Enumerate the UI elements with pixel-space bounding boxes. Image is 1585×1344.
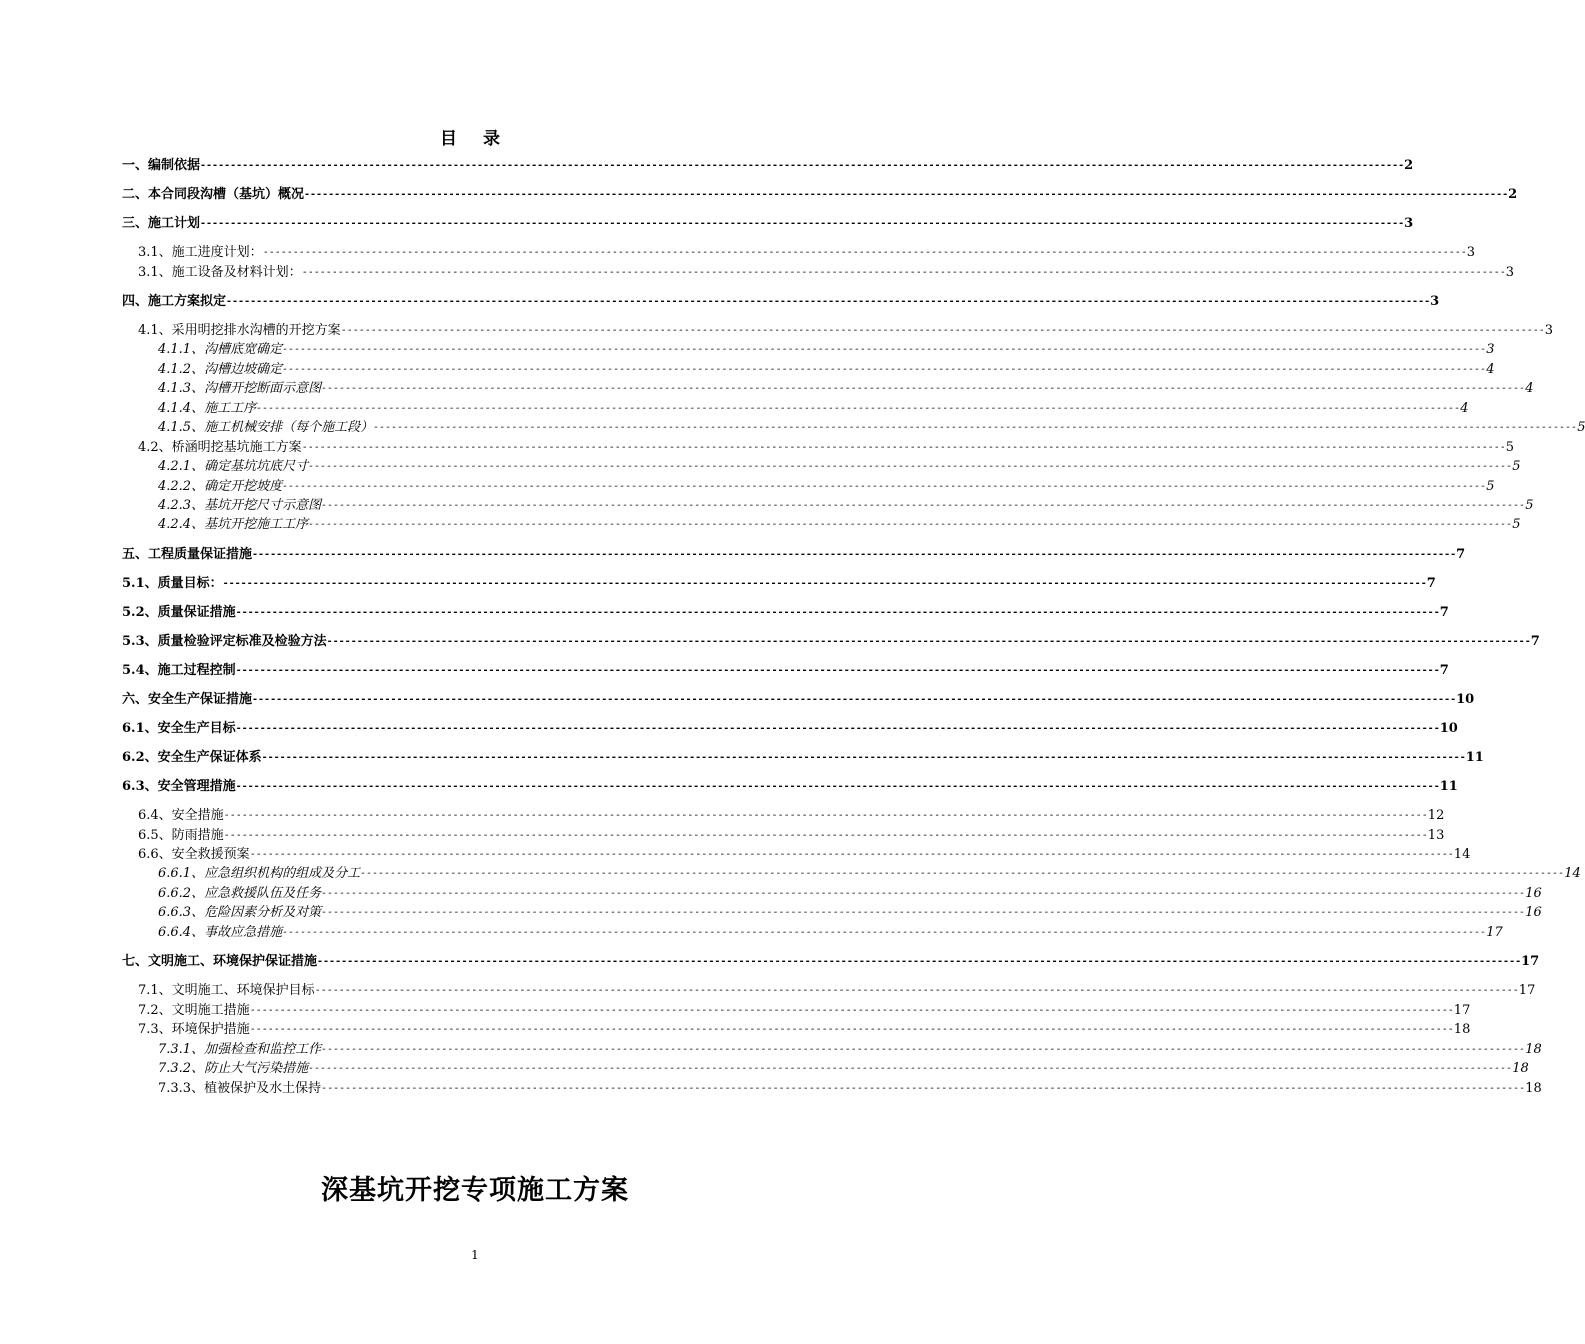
- leader-dots: --------------------------------------------------------------------------------------------------------------------------------------------------------------------------------------------------------: [249, 849, 1454, 860]
- toc-entry-page: 10: [1456, 692, 1475, 707]
- leader-dots: --------------------------------------------------------------------------------------------------------------------------------------------------------------------------------------------------------: [235, 723, 1440, 734]
- toc-entry-label: 7.3.2、防止大气污染措施: [158, 1061, 309, 1076]
- toc-entry[interactable]: [122, 749, 1484, 767]
- leader-dots: --------------------------------------------------------------------------------------------------------------------------------------------------------------------------------------------------------: [326, 636, 1531, 647]
- toc-entry-page: 2: [1404, 158, 1414, 173]
- toc-entry-label: 7.2、文明施工措施: [138, 1003, 250, 1018]
- toc-entry[interactable]: [122, 293, 1440, 311]
- toc-entry[interactable]: [138, 1021, 1471, 1039]
- leader-dots: --------------------------------------------------------------------------------------------------------------------------------------------------------------------------------------------------------: [262, 247, 1467, 258]
- leader-dots: --------------------------------------------------------------------------------------------------------------------------------------------------------------------------------------------------------: [282, 344, 1487, 355]
- leader-dots: --------------------------------------------------------------------------------------------------------------------------------------------------------------------------------------------------------: [317, 956, 1522, 967]
- toc-entry[interactable]: [158, 341, 1495, 359]
- toc-entry[interactable]: [158, 380, 1534, 398]
- leader-dots: --------------------------------------------------------------------------------------------------------------------------------------------------------------------------------------------------------: [340, 325, 1545, 336]
- toc-entry-label: 4.1、采用明挖排水沟槽的开挖方案: [138, 323, 341, 338]
- leader-dots: --------------------------------------------------------------------------------------------------------------------------------------------------------------------------------------------------------: [249, 1024, 1454, 1035]
- toc-entry-label: 六、安全生产保证措施: [122, 692, 253, 707]
- page-number: 1: [471, 1248, 479, 1262]
- toc-entry[interactable]: [158, 904, 1542, 922]
- leader-dots: --------------------------------------------------------------------------------------------------------------------------------------------------------------------------------------------------------: [223, 810, 1428, 821]
- toc-entry[interactable]: [138, 827, 1445, 845]
- leader-dots: --------------------------------------------------------------------------------------------------------------------------------------------------------------------------------------------------------: [249, 1005, 1454, 1016]
- toc-entry-label: 7.3、环境保护措施: [138, 1022, 250, 1037]
- toc-entry-label: 6.6、安全救援预案: [138, 847, 250, 862]
- toc-entry-label: 5.3、质量检验评定标准及检验方法: [122, 634, 327, 649]
- leader-dots: --------------------------------------------------------------------------------------------------------------------------------------------------------------------------------------------------------: [252, 694, 1457, 705]
- toc-entry-label: 7.3.3、植被保护及水土保持: [158, 1081, 322, 1096]
- toc-title: 目 录: [440, 129, 510, 149]
- toc-entry-page: 3: [1486, 342, 1495, 357]
- toc-entry[interactable]: [158, 1041, 1542, 1059]
- toc-entry-label: 6.3、安全管理措施: [122, 779, 236, 794]
- toc-entry[interactable]: [158, 400, 1469, 418]
- leader-dots: --------------------------------------------------------------------------------------------------------------------------------------------------------------------------------------------------------: [308, 461, 1513, 472]
- toc-entry-page: 5: [1512, 459, 1521, 474]
- toc-entry-page: 5: [1486, 479, 1495, 494]
- toc-entry[interactable]: [138, 982, 1536, 1000]
- toc-entry-page: 3: [1544, 323, 1554, 338]
- toc-entry[interactable]: [122, 215, 1414, 233]
- toc-entry-page: 5: [1512, 517, 1521, 532]
- toc-entry-page: 11: [1465, 750, 1484, 765]
- toc-entry-label: 4.1.4、施工工序: [158, 401, 257, 416]
- toc-entry[interactable]: [158, 361, 1495, 379]
- leader-dots: --------------------------------------------------------------------------------------------------------------------------------------------------------------------------------------------------------: [226, 296, 1431, 307]
- leader-dots: --------------------------------------------------------------------------------------------------------------------------------------------------------------------------------------------------------: [282, 927, 1487, 938]
- leader-dots: --------------------------------------------------------------------------------------------------------------------------------------------------------------------------------------------------------: [314, 985, 1519, 996]
- leader-dots: --------------------------------------------------------------------------------------------------------------------------------------------------------------------------------------------------------: [321, 1044, 1526, 1055]
- leader-dots: --------------------------------------------------------------------------------------------------------------------------------------------------------------------------------------------------------: [235, 607, 1440, 618]
- toc-entry-page: 16: [1525, 886, 1542, 901]
- toc-entry-page: 17: [1453, 1003, 1471, 1018]
- toc-entry[interactable]: [122, 953, 1540, 971]
- toc-entry[interactable]: [122, 778, 1458, 796]
- toc-entry[interactable]: [158, 1060, 1529, 1078]
- leader-dots: --------------------------------------------------------------------------------------------------------------------------------------------------------------------------------------------------------: [200, 160, 1405, 171]
- leader-dots: --------------------------------------------------------------------------------------------------------------------------------------------------------------------------------------------------------: [360, 868, 1565, 879]
- leader-dots: --------------------------------------------------------------------------------------------------------------------------------------------------------------------------------------------------------: [256, 403, 1461, 414]
- toc-entry[interactable]: [138, 322, 1554, 340]
- toc-entry[interactable]: [138, 264, 1515, 282]
- leader-dots: --------------------------------------------------------------------------------------------------------------------------------------------------------------------------------------------------------: [301, 267, 1506, 278]
- leader-dots: --------------------------------------------------------------------------------------------------------------------------------------------------------------------------------------------------------: [301, 442, 1506, 453]
- toc-entry[interactable]: [158, 924, 1503, 942]
- toc-entry[interactable]: [122, 546, 1466, 564]
- leader-dots: --------------------------------------------------------------------------------------------------------------------------------------------------------------------------------------------------------: [261, 752, 1466, 763]
- toc-entry[interactable]: [138, 846, 1471, 864]
- toc-entry[interactable]: [158, 1080, 1542, 1098]
- toc-entry-label: 5.1、质量目标：: [122, 576, 223, 591]
- toc-entry-label: 6.6.3、危险因素分析及对策: [158, 905, 322, 920]
- toc-entry[interactable]: [138, 1002, 1471, 1020]
- toc-entry-page: 10: [1439, 721, 1458, 736]
- toc-entry-label: 4.2.4、基坑开挖施工工序: [158, 517, 309, 532]
- toc-entry-label: 6.5、防雨措施: [138, 828, 224, 843]
- toc-entry-label: 4.2、桥涵明挖基坑施工方案: [138, 440, 302, 455]
- toc-entry[interactable]: [158, 419, 1585, 437]
- toc-entry-label: 6.6.4、事故应急措施: [158, 925, 283, 940]
- toc-entry[interactable]: [138, 439, 1515, 457]
- toc-entry[interactable]: [122, 720, 1458, 738]
- toc-entry-label: 6.1、安全生产目标: [122, 721, 236, 736]
- toc-entry-page: 17: [1518, 983, 1536, 998]
- toc-entry-page: 3: [1505, 265, 1515, 280]
- toc-entry[interactable]: [122, 662, 1449, 680]
- toc-entry-label: 4.2.2、确定开挖坡度: [158, 479, 283, 494]
- toc-entry-label: 二、本合同段沟槽（基坑）概况: [122, 187, 305, 202]
- toc-entry-page: 7: [1439, 605, 1449, 620]
- toc-entry[interactable]: [158, 885, 1542, 903]
- toc-entry-label: 6.2、安全生产保证体系: [122, 750, 262, 765]
- toc-entry-label: 一、编制依据: [122, 158, 201, 173]
- toc-entry-label: 3.1、施工进度计划：: [138, 245, 263, 260]
- toc-entry[interactable]: [122, 604, 1449, 622]
- toc-entry[interactable]: [158, 865, 1581, 883]
- toc-entry-label: 3.1、施工设备及材料计划：: [138, 265, 302, 280]
- toc-entry-label: 4.1.3、沟槽开挖断面示意图: [158, 381, 322, 396]
- toc-entry[interactable]: [122, 691, 1475, 709]
- toc-entry-page: 18: [1525, 1081, 1542, 1096]
- toc-entry-label: 6.6.2、应急救援队伍及任务: [158, 886, 322, 901]
- leader-dots: --------------------------------------------------------------------------------------------------------------------------------------------------------------------------------------------------------: [200, 218, 1405, 229]
- toc-entry-label: 4.2.1、确定基坑坑底尺寸: [158, 459, 309, 474]
- toc-entry[interactable]: [138, 807, 1445, 825]
- leader-dots: --------------------------------------------------------------------------------------------------------------------------------------------------------------------------------------------------------: [235, 665, 1440, 676]
- toc-entry-page: 5: [1525, 498, 1534, 513]
- leader-dots: --------------------------------------------------------------------------------------------------------------------------------------------------------------------------------------------------------: [282, 481, 1487, 492]
- leader-dots: --------------------------------------------------------------------------------------------------------------------------------------------------------------------------------------------------------: [223, 830, 1428, 841]
- toc-entry-page: 4: [1525, 381, 1534, 396]
- leader-dots: --------------------------------------------------------------------------------------------------------------------------------------------------------------------------------------------------------: [304, 189, 1509, 200]
- toc-entry-page: 4: [1486, 362, 1495, 377]
- toc-entry[interactable]: [138, 244, 1476, 262]
- toc-entry-label: 七、文明施工、环境保护保证措施: [122, 954, 318, 969]
- leader-dots: --------------------------------------------------------------------------------------------------------------------------------------------------------------------------------------------------------: [373, 422, 1578, 433]
- toc-entry[interactable]: [158, 516, 1521, 534]
- toc-entry-label: 五、工程质量保证措施: [122, 547, 253, 562]
- leader-dots: --------------------------------------------------------------------------------------------------------------------------------------------------------------------------------------------------------: [321, 888, 1526, 899]
- toc-entry-page: 18: [1525, 1042, 1542, 1057]
- toc-entry-label: 4.2.3、基坑开挖尺寸示意图: [158, 498, 322, 513]
- toc-entry-label: 三、施工计划: [122, 216, 201, 231]
- toc-entry-page: 17: [1486, 925, 1503, 940]
- toc-entry[interactable]: [122, 157, 1414, 175]
- leader-dots: --------------------------------------------------------------------------------------------------------------------------------------------------------------------------------------------------------: [321, 500, 1526, 511]
- toc-entry-page: 5: [1505, 440, 1515, 455]
- toc-entry-label: 6.4、安全措施: [138, 808, 224, 823]
- toc-entry-page: 3: [1466, 245, 1476, 260]
- toc-entry-page: 7: [1439, 663, 1449, 678]
- toc-entry-page: 18: [1453, 1022, 1471, 1037]
- toc-entry[interactable]: [158, 478, 1495, 496]
- toc-entry-page: 5: [1577, 420, 1585, 435]
- toc-entry-page: 7: [1530, 634, 1540, 649]
- toc-entry-page: 14: [1453, 847, 1471, 862]
- toc-entry-page: 2: [1508, 187, 1518, 202]
- toc-entry[interactable]: [122, 186, 1518, 204]
- toc-entry-label: 7.1、文明施工、环境保护目标: [138, 983, 315, 998]
- toc-entry-page: 14: [1564, 866, 1581, 881]
- toc-entry-page: 12: [1427, 808, 1445, 823]
- toc-entry-page: 18: [1512, 1061, 1529, 1076]
- leader-dots: --------------------------------------------------------------------------------------------------------------------------------------------------------------------------------------------------------: [308, 1063, 1513, 1074]
- toc-entry-label: 4.1.1、沟槽底宽确定: [158, 342, 283, 357]
- leader-dots: --------------------------------------------------------------------------------------------------------------------------------------------------------------------------------------------------------: [235, 781, 1440, 792]
- toc-entry-page: 17: [1521, 954, 1540, 969]
- leader-dots: --------------------------------------------------------------------------------------------------------------------------------------------------------------------------------------------------------: [222, 578, 1427, 589]
- leader-dots: --------------------------------------------------------------------------------------------------------------------------------------------------------------------------------------------------------: [321, 907, 1526, 918]
- leader-dots: --------------------------------------------------------------------------------------------------------------------------------------------------------------------------------------------------------: [282, 364, 1487, 375]
- leader-dots: --------------------------------------------------------------------------------------------------------------------------------------------------------------------------------------------------------: [252, 549, 1457, 560]
- toc-entry-label: 7.3.1、加强检查和监控工作: [158, 1042, 322, 1057]
- toc-entry-label: 6.6.1、应急组织机构的组成及分工: [158, 866, 361, 881]
- leader-dots: --------------------------------------------------------------------------------------------------------------------------------------------------------------------------------------------------------: [321, 383, 1526, 394]
- toc-entry-label: 四、施工方案拟定: [122, 294, 227, 309]
- toc-entry-page: 16: [1525, 905, 1542, 920]
- toc-entry-page: 11: [1439, 779, 1458, 794]
- toc-entry[interactable]: [158, 497, 1534, 515]
- toc-entry-label: 5.2、质量保证措施: [122, 605, 236, 620]
- toc-entry[interactable]: [158, 458, 1521, 476]
- toc-entry-label: 4.1.5、施工机械安排（每个施工段）: [158, 420, 374, 435]
- toc-entry-page: 3: [1404, 216, 1414, 231]
- toc-entry-page: 13: [1427, 828, 1445, 843]
- leader-dots: --------------------------------------------------------------------------------------------------------------------------------------------------------------------------------------------------------: [321, 1083, 1526, 1094]
- toc-entry[interactable]: [122, 575, 1436, 593]
- toc-entry[interactable]: [122, 633, 1540, 651]
- toc-entry-page: 4: [1460, 401, 1469, 416]
- toc-entry-label: 4.1.2、沟槽边坡确定: [158, 362, 283, 377]
- toc-entry-label: 5.4、施工过程控制: [122, 663, 236, 678]
- document-title: 深基坑开挖专项施工方案: [321, 1175, 629, 1206]
- toc-entry-page: 3: [1430, 294, 1440, 309]
- toc-entry-page: 7: [1456, 547, 1466, 562]
- leader-dots: --------------------------------------------------------------------------------------------------------------------------------------------------------------------------------------------------------: [308, 519, 1513, 530]
- toc-entry-page: 7: [1426, 576, 1436, 591]
